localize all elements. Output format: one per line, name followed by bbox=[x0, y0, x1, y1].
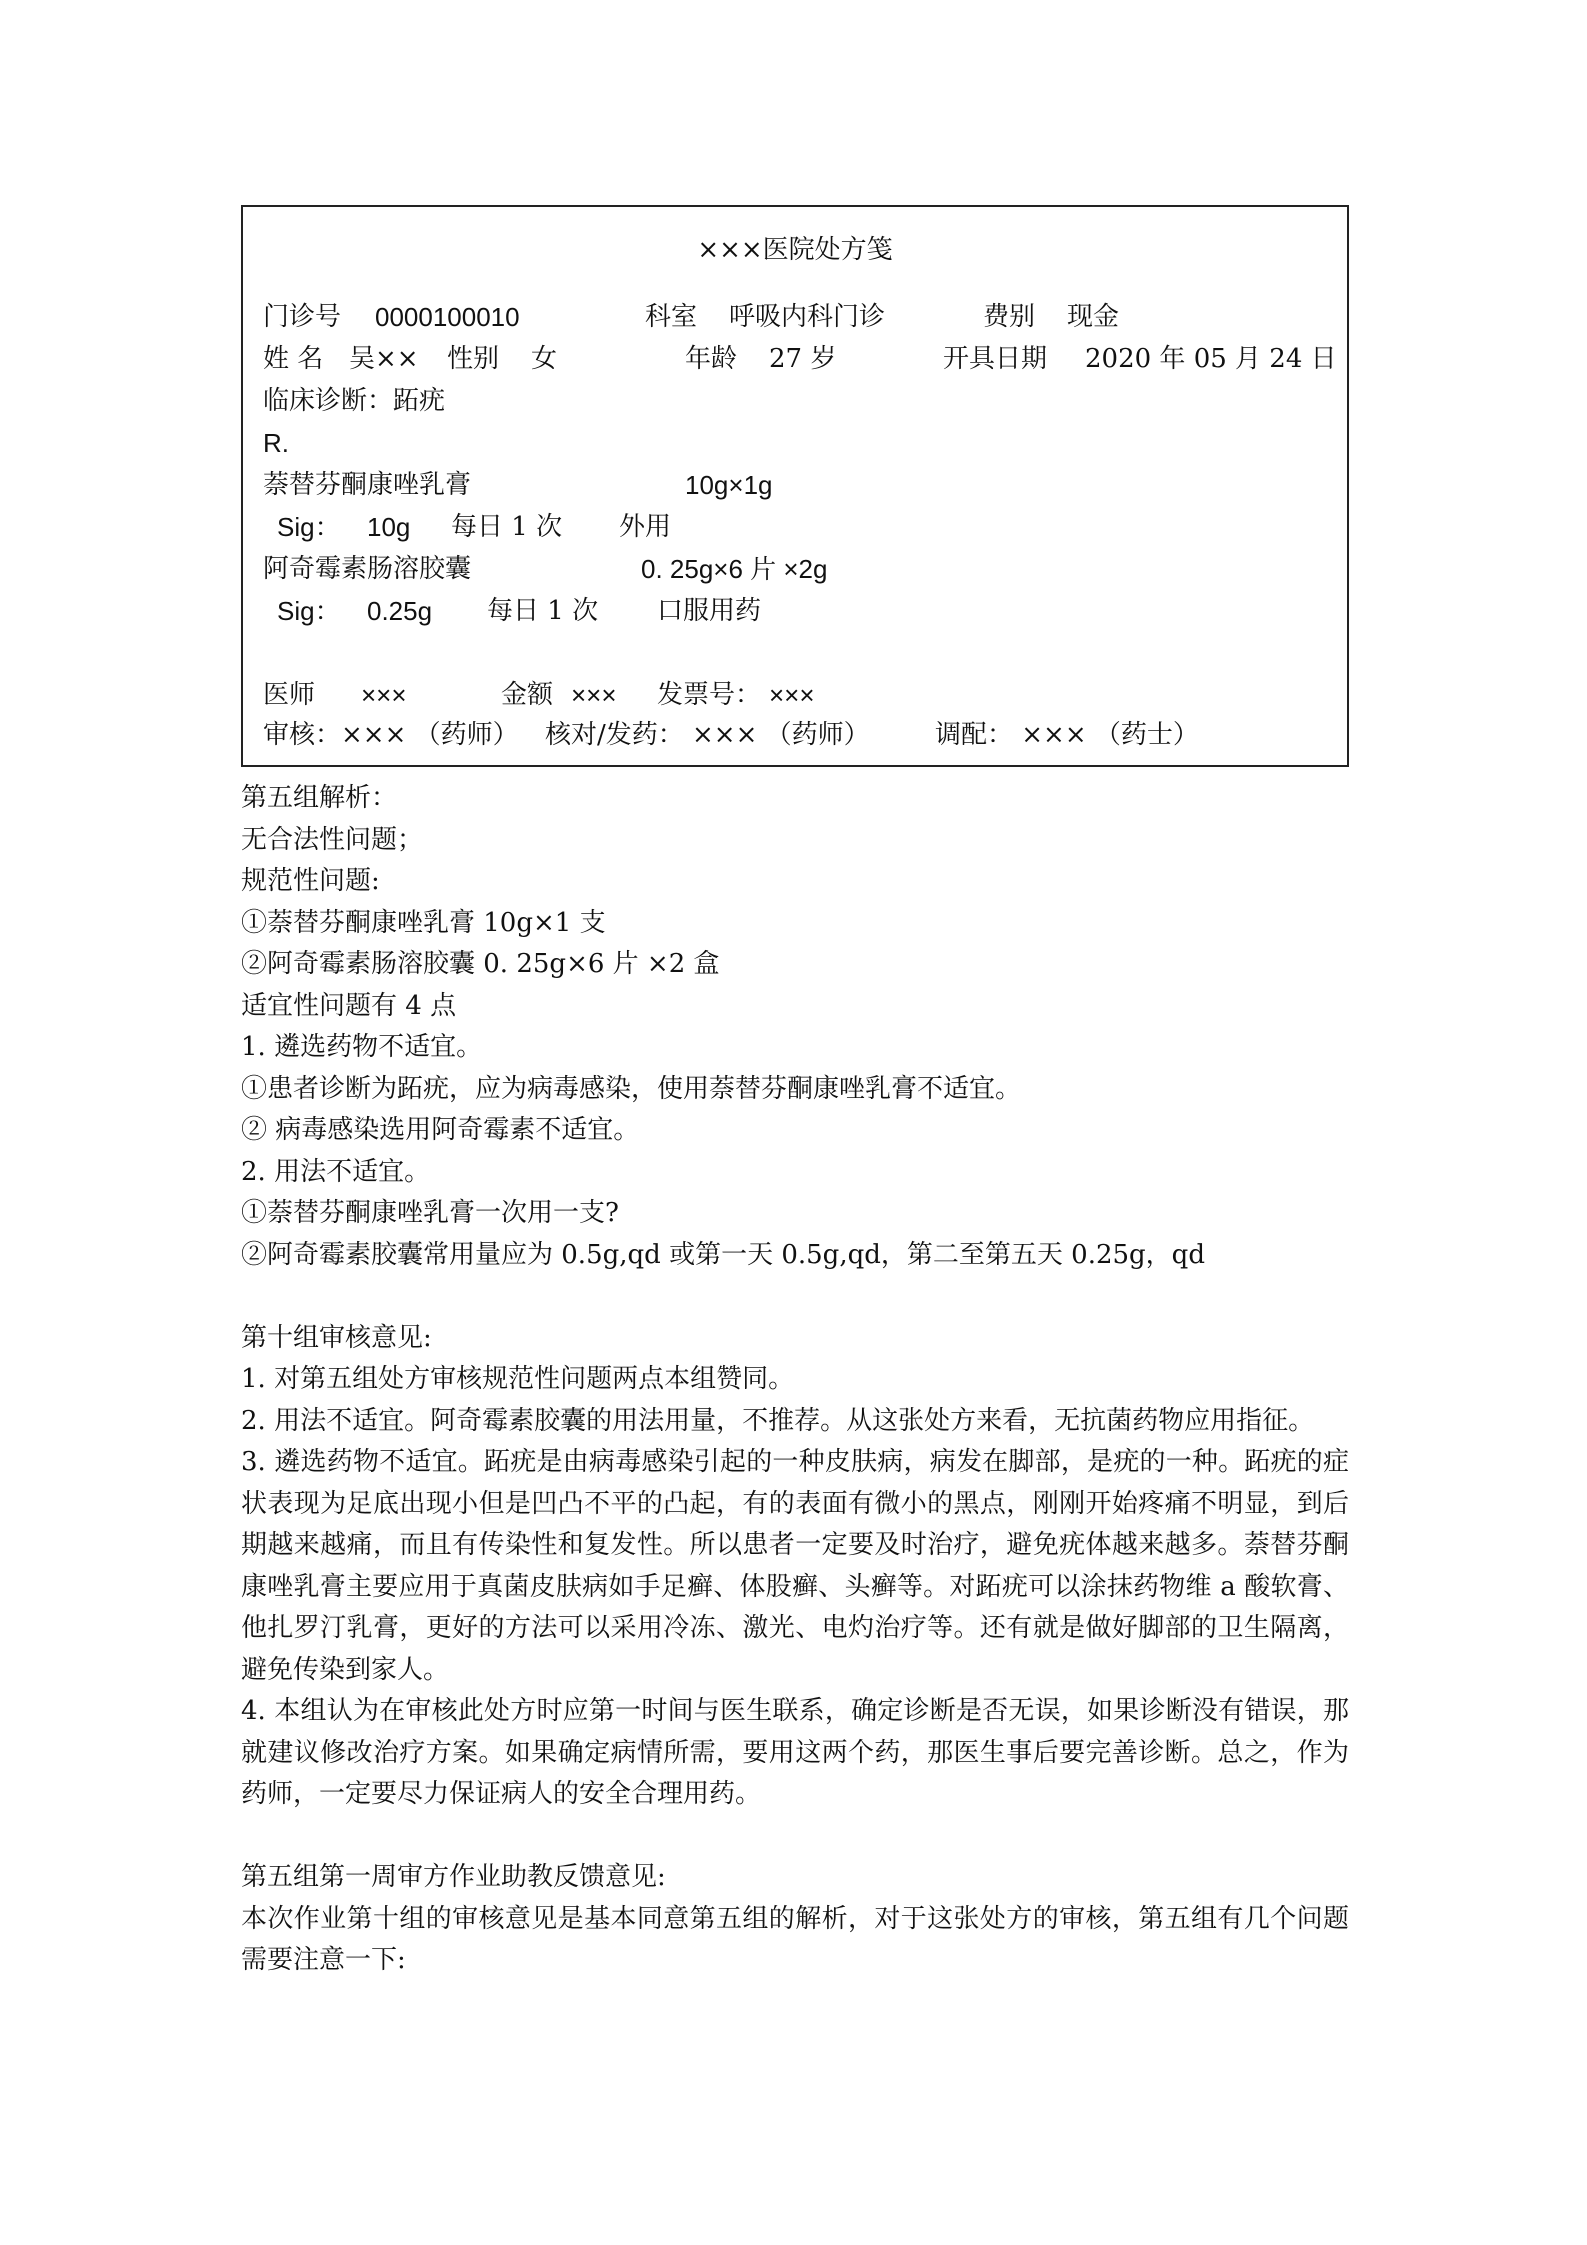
age-label: 年龄 bbox=[685, 344, 738, 374]
age-value: 27 岁 bbox=[769, 344, 837, 374]
fee-value: 现金 bbox=[1067, 302, 1120, 332]
date-value: 2020 年 05 月 24 日 bbox=[1085, 344, 1337, 374]
gender-label: 性别 bbox=[447, 344, 500, 374]
department-value: 呼吸内科门诊 bbox=[729, 302, 886, 332]
review10-paragraph: 3. 遴选药物不适宜。跖疣是由病毒感染引起的一种皮肤病，病发在脚部，是疣的一种。跖疣的症状表现为足底出现小但是凹凸不平的凸起，有的表面有微小的黑点，刚刚开始疼痛不明显，到后期越来越痛，而且有传染性和复发性。所以患者一定要及时治疗，避免疣体越来越多。萘替芬酮康唑乳膏主要应用于真菌皮肤病如手足癣、体股癣、头癣等。对跖疣可以涂抹药物维 a 酸软膏、他扎罗汀乳膏，更好的方法可以采用冷冻、激光、电灼治疗等。还有就是做好脚部的卫生隔离，避免传染到家人。 bbox=[241, 1447, 1349, 1685]
norm-item: ②阿奇霉素肠溶胶囊 0. 25g×6 片 ×2 盒 bbox=[241, 949, 720, 979]
suitability-subitem: ②阿奇霉素胶囊常用量应为 0.5g,qd 或第一天 0.5g,qd，第二至第五天 0.25g，qd bbox=[241, 1239, 1205, 1270]
doctor-value: ××× bbox=[361, 680, 407, 710]
date-label: 开具日期 bbox=[943, 344, 1048, 374]
feedback-paragraph: 本次作业第十组的审核意见是基本同意第五组的解析，对于这张处方的审核，第五组有几个问题需要注意一下: bbox=[241, 1903, 1349, 1975]
doctor-label: 医师 bbox=[263, 680, 316, 710]
clinical-diagnosis: 临床诊断：跖疣 bbox=[263, 386, 446, 416]
review10-paragraph: 4. 本组认为在审核此处方时应第一时间与医生联系，确定诊断是否无误，如果诊断没有错误，那就建议修改治疗方案。如果确定病情所需，要用这两个药，那医生事后要完善诊断。总之，作为药师，一定要尽力保证病人的安全合理用药。 bbox=[241, 1696, 1349, 1809]
drug1-name: 萘替芬酮康唑乳膏 bbox=[263, 470, 472, 500]
fee-label: 费别 bbox=[983, 302, 1036, 332]
drug2-name: 阿奇霉素肠溶胶囊 bbox=[263, 554, 472, 584]
name-label: 姓 名 bbox=[263, 344, 324, 374]
drug1-dose: 10g bbox=[367, 512, 411, 542]
gender-value: 女 bbox=[531, 344, 558, 374]
suitability-heading: 适宜性问题有 4 点 bbox=[241, 990, 457, 1021]
amount-label: 金额 bbox=[501, 680, 554, 710]
suitability-subitem: ①患者诊断为跖疣，应为病毒感染，使用萘替芬酮康唑乳膏不适宜。 bbox=[241, 1073, 1022, 1104]
drug1-frequency: 每日 1 次 bbox=[451, 512, 563, 542]
legality-note: 无合法性问题； bbox=[241, 824, 424, 855]
drug2-dose: 0.25g bbox=[367, 596, 433, 626]
invoice-label: 发票号： bbox=[657, 680, 762, 710]
drug1-sig-label: Sig： bbox=[277, 512, 341, 542]
drug2-spec: 0. 25g×6 片 ×2g bbox=[641, 554, 828, 584]
suitability-item: 2. 用法不适宜。 bbox=[241, 1156, 431, 1187]
check-dispense-pharmacist: 核对/发药： ××× （药师） bbox=[545, 720, 870, 750]
outpatient-number: 0000100010 bbox=[375, 302, 520, 332]
drug2-frequency: 每日 1 次 bbox=[487, 596, 599, 626]
suitability-subitem: ② 病毒感染选用阿奇霉素不适宜。 bbox=[241, 1115, 640, 1145]
drug1-spec: 10g×1g bbox=[685, 470, 773, 500]
department-label: 科室 bbox=[645, 302, 698, 332]
amount-value: ××× bbox=[571, 680, 617, 710]
drug1-route: 外用 bbox=[619, 512, 672, 542]
analysis-heading: 第五组解析： bbox=[241, 783, 398, 813]
drug2-sig-label: Sig： bbox=[277, 596, 341, 626]
review10-paragraph: 1. 对第五组处方审核规范性问题两点本组赞同。 bbox=[241, 1364, 795, 1394]
name-value: 吴×× bbox=[349, 344, 419, 374]
invoice-value: ××× bbox=[769, 680, 815, 710]
prescription-title: ×××医院处方笺 bbox=[697, 235, 893, 265]
drug2-route: 口服用药 bbox=[657, 596, 762, 626]
suitability-subitem: ①萘替芬酮康唑乳膏一次用一支? bbox=[241, 1198, 619, 1228]
review10-heading: 第十组审核意见: bbox=[241, 1322, 432, 1353]
review10-paragraph: 2. 用法不适宜。阿奇霉素胶囊的用法用量，不推荐。从这张处方来看，无抗菌药物应用指征。 bbox=[241, 1405, 1315, 1436]
suitability-item: 1. 遴选药物不适宜。 bbox=[241, 1032, 483, 1062]
dispenser: 调配： ××× （药士） bbox=[935, 720, 1199, 750]
prescription-form bbox=[241, 205, 1349, 767]
rx-symbol: R. bbox=[263, 428, 289, 458]
feedback-heading: 第五组第一周审方作业助教反馈意见: bbox=[241, 1862, 666, 1892]
review-pharmacist: 审核：××× （药师） bbox=[263, 720, 519, 750]
outpatient-label: 门诊号 bbox=[263, 302, 342, 332]
norm-item: ①萘替芬酮康唑乳膏 10g×1 支 bbox=[241, 907, 606, 938]
norm-heading: 规范性问题: bbox=[241, 866, 380, 896]
commentary bbox=[241, 778, 1349, 1982]
